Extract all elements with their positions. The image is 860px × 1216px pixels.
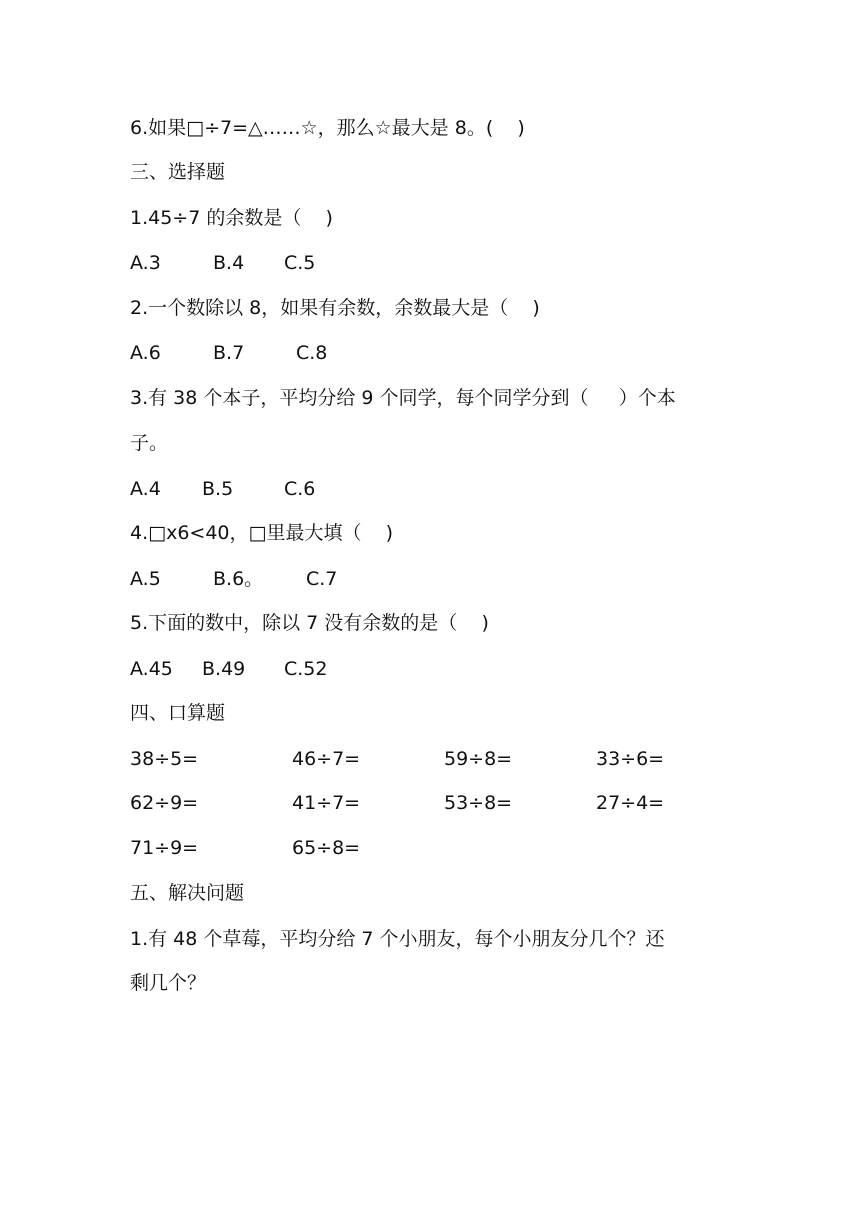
option-b: B.4 bbox=[213, 252, 245, 274]
option-c: C.52 bbox=[284, 658, 328, 680]
calc-item: 41÷7= bbox=[292, 792, 361, 814]
option-a: A.4 bbox=[130, 478, 161, 500]
calc-item: 62÷9= bbox=[130, 792, 199, 814]
choice-question-3-line-1: 3.有 38 个本子，平均分给 9 个同学，每个同学分到（ ）个本 bbox=[130, 387, 676, 409]
option-b: B.49 bbox=[202, 658, 246, 680]
choice-question-3-line-2: 子。 bbox=[130, 432, 169, 454]
option-c: C.6 bbox=[284, 478, 316, 500]
calc-item: 33÷6= bbox=[596, 748, 665, 770]
section-heading-mental-math: 四、口算题 bbox=[130, 702, 226, 724]
question-6: 6.如果□÷7=△……☆，那么☆最大是 8。( ) bbox=[130, 117, 525, 139]
word-problem-1-line-1: 1.有 48 个草莓，平均分给 7 个小朋友，每个小朋友分几个？还 bbox=[130, 928, 665, 950]
calc-item: 59÷8= bbox=[444, 748, 513, 770]
choice-question-1: 1.45÷7 的余数是（ ) bbox=[130, 207, 333, 229]
calc-item: 46÷7= bbox=[292, 748, 361, 770]
choice-question-2: 2.一个数除以 8，如果有余数，余数最大是（ ) bbox=[130, 297, 540, 319]
calc-item: 53÷8= bbox=[444, 792, 513, 814]
choice-question-4: 4.□x6<40，□里最大填（ ) bbox=[130, 522, 394, 544]
option-a: A.45 bbox=[130, 658, 173, 680]
section-heading-problem-solving: 五、解决问题 bbox=[130, 882, 245, 904]
option-c: C.5 bbox=[284, 252, 316, 274]
section-heading-choice: 三、选择题 bbox=[130, 161, 226, 183]
calc-item: 65÷8= bbox=[292, 837, 361, 859]
option-a: A.3 bbox=[130, 252, 161, 274]
option-b: B.5 bbox=[202, 478, 234, 500]
word-problem-1-line-2: 剩几个？ bbox=[130, 972, 207, 994]
option-c: C.8 bbox=[296, 342, 328, 364]
option-c: C.7 bbox=[306, 568, 338, 590]
calc-item: 27÷4= bbox=[596, 792, 665, 814]
calc-item: 38÷5= bbox=[130, 748, 199, 770]
option-a: A.5 bbox=[130, 568, 161, 590]
calc-item: 71÷9= bbox=[130, 837, 199, 859]
choice-question-5: 5.下面的数中，除以 7 没有余数的是（ ) bbox=[130, 612, 489, 634]
option-b: B.6。 bbox=[213, 568, 264, 590]
option-a: A.6 bbox=[130, 342, 161, 364]
option-b: B.7 bbox=[213, 342, 245, 364]
